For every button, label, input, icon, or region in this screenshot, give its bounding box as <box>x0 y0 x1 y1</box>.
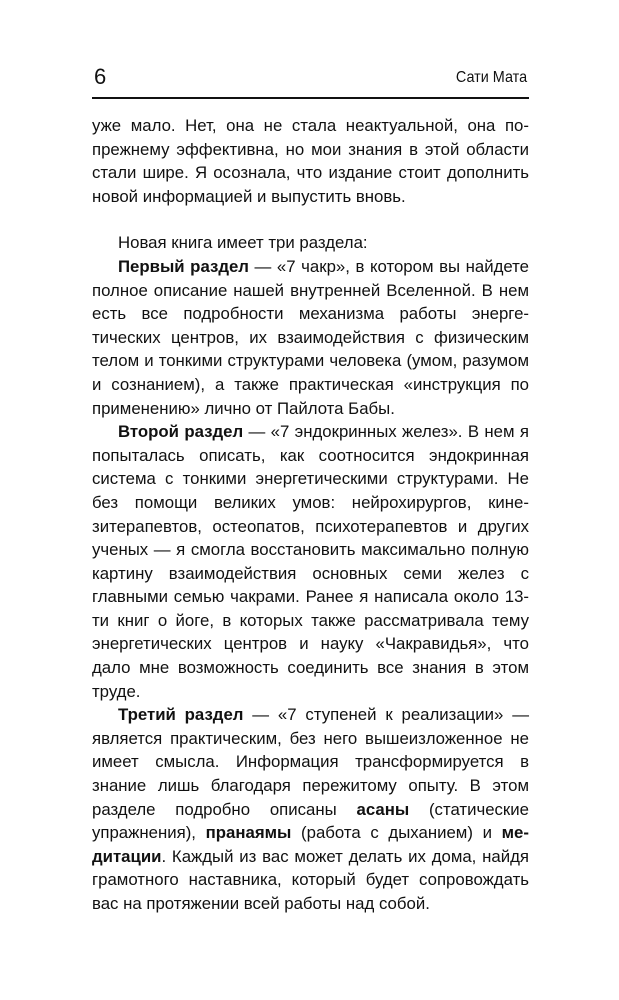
paragraph-section-three <box>92 703 529 915</box>
paragraph-section-two <box>92 420 529 703</box>
section-three-text-4: . Каждый из вас может делать их дома, найдя грамотного наставника, который будет сопровождать вас на протяжении всей работы над собой. <box>92 846 529 913</box>
running-head-author: Сати Мата <box>455 69 527 86</box>
section-three-text-2: (статические упражнения), <box>92 799 529 843</box>
section-one-title: Первый раздел <box>118 256 249 276</box>
term-meditations: медитации <box>92 823 529 866</box>
body-text <box>92 114 529 916</box>
header-rule <box>92 97 529 99</box>
paragraph-continuation: уже мало. Нет, она не стала неактуальной, она попрежнему эффективна, но мои знания в этой области стали шире. Я осознала, что издание стоит дополнить новой информацией и выпустить вновь. <box>92 116 529 206</box>
term-asanas: асаны <box>356 799 410 819</box>
section-three-title: Третий раздел <box>118 705 244 725</box>
paragraph-section-one <box>92 255 529 420</box>
section-three-text-1: — «7 ступеней к реализации» — является практическим, без него вышеизложенное не имеет смысла. Информация трансформируется в знание лишь благодаря пережитому опыту. В этом разделе подробно описаны <box>92 705 530 819</box>
term-pranayamas: пранаямы <box>205 823 292 843</box>
section-two-title: Второй раздел <box>118 422 244 442</box>
section-two-text: — «7 эндокринных желез». В нем я попыталась описать, как соотносится эндокринная система с тонкими энергетическими структурами. Не без помощи великих умов: нейрохирургов, кинезитерапевтов, остеопатов, психотерапевтов и других ученых — я смогла восстановить максимально полную картину взаимодействия основных семи желез с главными семью чакрами. Ранее я написала около 13-ти книг о йоге, в которых также рассматривала тему энергетических центров и науку «Чакравидья», что дало мне возможность соединить все знания в этом труде. <box>92 422 529 701</box>
section-one-text: — «7 чакр», в котором вы найдете полное описание нашей внутренней Вселенной. В нем есть все подробности механизма работы энергетических центров, их взаимодействия с физическим телом и тонкими структурами человека (умом, разумом и сознанием), а также практическая «инструкция по применению» лично от Пайлота Бабы. <box>92 256 530 418</box>
paragraph-gap <box>92 208 529 231</box>
paragraph-intro: Новая книга имеет три раздела: <box>118 233 368 253</box>
page-number: 6 <box>94 64 107 89</box>
section-three-text-3: (работа с дыханием) и <box>291 823 502 843</box>
